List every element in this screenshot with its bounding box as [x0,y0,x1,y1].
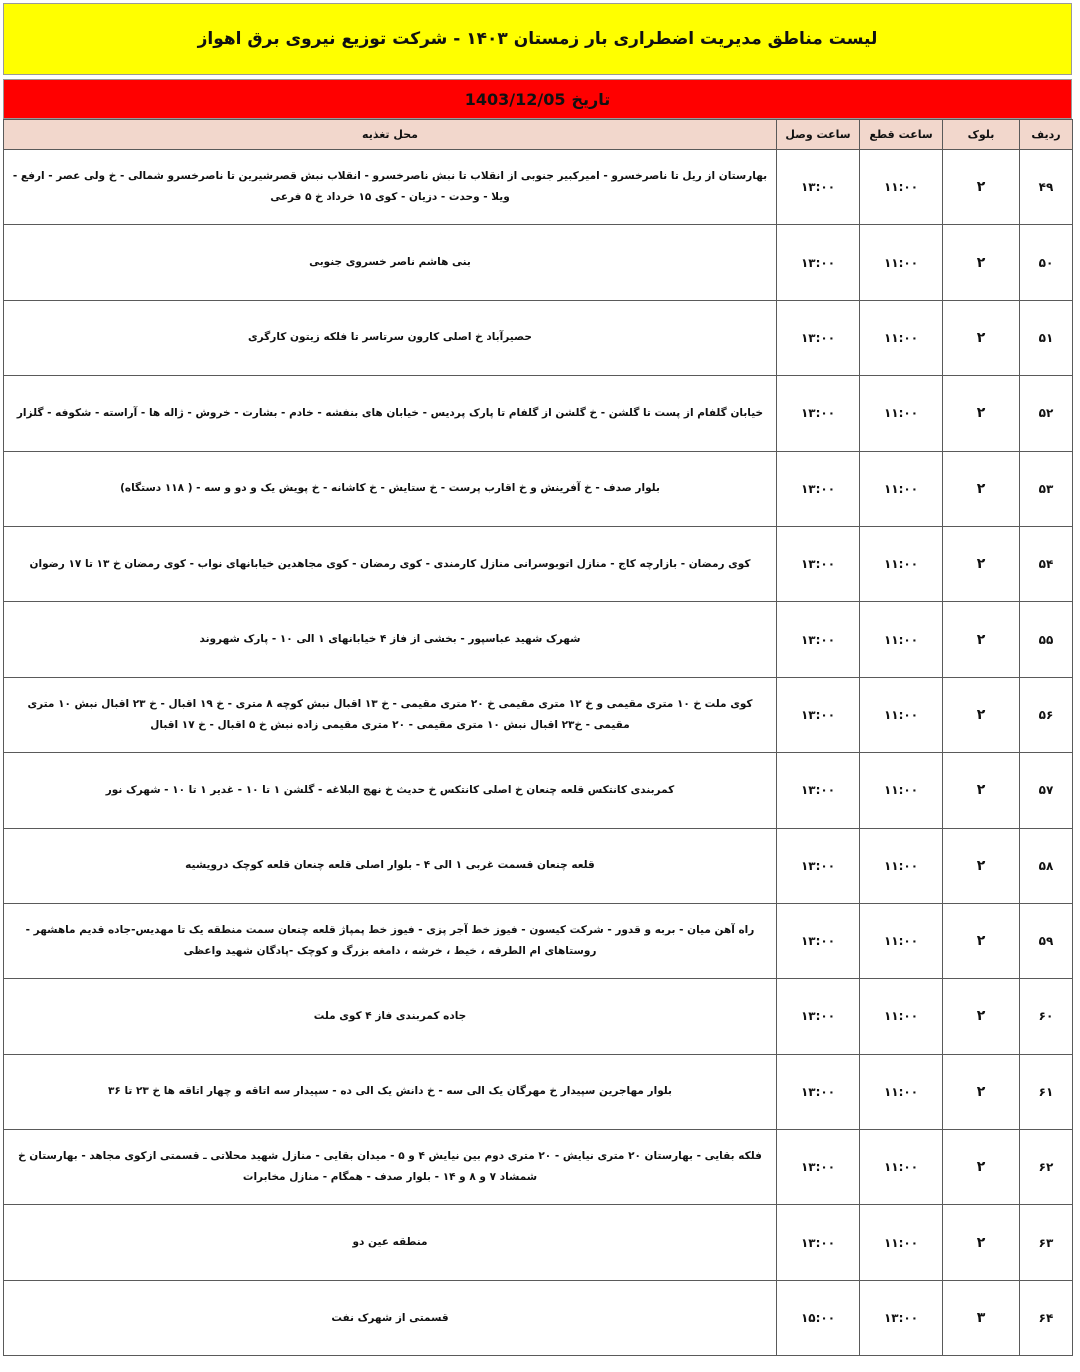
cell-place: بلوار مهاجرین سپیدار خ مهرگان یک الی سه - خ دانش یک الی ده - سپیدار سه اتاقه و چهار اتاقه ها خ ۲۳ تا ۳۶ [4,1054,777,1129]
cell-block: ۲ [943,602,1020,677]
cell-place: کمربندی کانتکس قلعه چنعان خ اصلی کانتکس خ حدیث خ نهج البلاغه - گلشن ۱ تا ۱۰ - غدیر ۱ تا ۱۰ - شهرک نور [4,753,777,828]
table-row [4,602,1073,677]
table-row [4,1130,1073,1205]
cell-connect-time: ۱۳:۰۰ [777,1054,860,1129]
cell-block: ۲ [943,225,1020,300]
cell-id: ۵۶ [1020,677,1073,752]
cell-connect-time: ۱۳:۰۰ [777,677,860,752]
cell-cut-time: ۱۱:۰۰ [860,979,943,1054]
cell-cut-time: ۱۱:۰۰ [860,150,943,225]
cell-connect-time: ۱۳:۰۰ [777,1130,860,1205]
cell-id: ۵۵ [1020,602,1073,677]
column-header-cut-time: ساعت قطع [860,120,943,150]
date-value: 1403/12/05 [464,89,566,109]
cell-block: ۲ [943,150,1020,225]
cell-id: ۵۸ [1020,828,1073,903]
cell-id: ۵۳ [1020,451,1073,526]
cell-id: ۵۰ [1020,225,1073,300]
table-row [4,150,1073,225]
cell-connect-time: ۱۳:۰۰ [777,828,860,903]
cell-cut-time: ۱۱:۰۰ [860,225,943,300]
cell-connect-time: ۱۳:۰۰ [777,150,860,225]
cell-block: ۲ [943,1205,1020,1280]
table-header-row [4,120,1073,150]
column-header-place: محل تغذیه [4,120,777,150]
cell-cut-time: ۱۱:۰۰ [860,451,943,526]
cell-cut-time: ۱۱:۰۰ [860,903,943,978]
page-title [3,3,1072,75]
cell-block: ۲ [943,677,1020,752]
cell-id: ۶۱ [1020,1054,1073,1129]
cell-cut-time: ۱۱:۰۰ [860,1054,943,1129]
cell-block: ۲ [943,1054,1020,1129]
date-label: تاریخ [571,89,611,109]
cell-block: ۲ [943,979,1020,1054]
cell-cut-time: ۱۱:۰۰ [860,753,943,828]
column-header-connect-time: ساعت وصل [777,120,860,150]
cell-cut-time: ۱۱:۰۰ [860,526,943,601]
cell-connect-time: ۱۳:۰۰ [777,526,860,601]
cell-place: بهارستان از ریل تا ناصرخسرو - امیرکبیر جنوبی از انقلاب تا نبش ناصرخسرو - انقلاب نبش قصرشیرین تا ناصرخسرو شمالی - خ ولی عصر - ارفع - ویلا - وحدت - دزیان - کوی ۱۵ خرداد خ ۵ فرعی [4,150,777,225]
cell-place: منطقه عین دو [4,1205,777,1280]
cell-place: قلعه چنعان قسمت غربی ۱ الی ۴ - بلوار اصلی قلعه چنعان قلعه کوچک درویشیه [4,828,777,903]
outage-table-container [3,119,1072,1356]
table-row [4,903,1073,978]
column-header-block: بلوک [943,120,1020,150]
cell-place: بنی هاشم ناصر خسروی جنوبی [4,225,777,300]
cell-place: حصیرآباد خ اصلی کارون سرتاسر تا فلکه زیتون کارگری [4,300,777,375]
cell-place: خیابان گلفام از پست تا گلشن - خ گلشن از گلفام تا پارک پردیس - خیابان های بنفشه - خادم - بشارت - خروش - ژاله ها - آراسته - شکوفه - گلزار [4,376,777,451]
cell-cut-time: ۱۱:۰۰ [860,677,943,752]
cell-id: ۶۲ [1020,1130,1073,1205]
table-row [4,225,1073,300]
date-banner [3,79,1072,119]
table-row [4,300,1073,375]
cell-connect-time: ۱۳:۰۰ [777,300,860,375]
cell-connect-time: ۱۳:۰۰ [777,903,860,978]
cell-id: ۵۲ [1020,376,1073,451]
cell-block: ۲ [943,1130,1020,1205]
table-row [4,1205,1073,1280]
outage-table [3,119,1073,1356]
cell-id: ۶۳ [1020,1205,1073,1280]
cell-block: ۲ [943,300,1020,375]
cell-cut-time: ۱۳:۰۰ [860,1280,943,1355]
cell-cut-time: ۱۱:۰۰ [860,828,943,903]
cell-place: قسمتی از شهرک نفت [4,1280,777,1355]
cell-connect-time: ۱۳:۰۰ [777,451,860,526]
cell-connect-time: ۱۳:۰۰ [777,979,860,1054]
cell-id: ۵۹ [1020,903,1073,978]
cell-cut-time: ۱۱:۰۰ [860,300,943,375]
cell-place: راه آهن میان - بربه و قدور - شرکت کیسون - فیوز خط آجر پزی - فیوز خط پمپاژ قلعه چنعان سمت منطقه یک تا مهدیس-جاده قدیم ماهشهر - روستاهای ام الطرفه ، خیط ، خرشه ، دامغه بزرگ و کوچک -پادگان شهید واعظی [4,903,777,978]
table-row [4,753,1073,828]
cell-place: کوی ملت خ ۱۰ متری مقیمی و خ ۱۲ متری مقیمی خ ۲۰ متری مقیمی - خ ۱۳ اقبال نبش کوچه ۸ متری - خ ۱۹ اقبال - خ ۲۳ اقبال نبش ۱۰ متری مقیمی - خ۲۳ اقبال نبش ۱۰ متری مقیمی - ۲۰ متری مقیمی زاده نبش خ ۵ اقبال - خ ۱۷ اقبال [4,677,777,752]
table-row [4,376,1073,451]
cell-place: شهرک شهید عباسپور - بخشی از فاز ۴ خیابانهای ۱ الی ۱۰ - پارک شهروند [4,602,777,677]
cell-id: ۵۴ [1020,526,1073,601]
cell-connect-time: ۱۳:۰۰ [777,376,860,451]
cell-block: ۲ [943,451,1020,526]
column-header-id: ردیف [1020,120,1073,150]
page-title-text: لیست مناطق مدیریت اضطراری بار زمستان ۱۴۰۳ - شرکت توزیع نیروی برق اهواز [197,29,878,49]
cell-id: ۴۹ [1020,150,1073,225]
cell-place: بلوار صدف - خ آفرینش و خ اقارب پرست - خ ستایش - خ کاشانه - خ پویش یک و دو و سه - ( ۱۱۸ دستگاه) [4,451,777,526]
cell-id: ۵۱ [1020,300,1073,375]
cell-connect-time: ۱۳:۰۰ [777,602,860,677]
table-row [4,451,1073,526]
cell-connect-time: ۱۳:۰۰ [777,1205,860,1280]
table-row [4,979,1073,1054]
cell-id: ۶۴ [1020,1280,1073,1355]
cell-place: کوی رمضان - بازارچه کاج - منازل اتوبوسرانی منازل کارمندی - کوی رمضان - کوی مجاهدین خیابانهای نواب - کوی رمضان خ ۱۳ تا ۱۷ رضوان [4,526,777,601]
cell-place: فلکه بقایی - بهارستان ۲۰ متری نیایش - ۲۰ متری دوم بین نیایش ۴ و ۵ - میدان بقایی - منازل شهید محلاتی ـ قسمتی ازکوی مجاهد - بهارستان خ شمشاد ۷ و ۸ و ۱۴ - بلوار صدف - همگام - منازل مخابرات [4,1130,777,1205]
table-row [4,677,1073,752]
cell-connect-time: ۱۳:۰۰ [777,753,860,828]
table-row [4,828,1073,903]
cell-block: ۳ [943,1280,1020,1355]
cell-connect-time: ۱۳:۰۰ [777,225,860,300]
cell-place: جاده کمربندی فاز ۴ کوی ملت [4,979,777,1054]
cell-cut-time: ۱۱:۰۰ [860,1130,943,1205]
cell-block: ۲ [943,526,1020,601]
table-row [4,526,1073,601]
cell-block: ۲ [943,828,1020,903]
cell-block: ۲ [943,753,1020,828]
cell-cut-time: ۱۱:۰۰ [860,376,943,451]
cell-connect-time: ۱۵:۰۰ [777,1280,860,1355]
cell-id: ۵۷ [1020,753,1073,828]
cell-id: ۶۰ [1020,979,1073,1054]
table-row [4,1280,1073,1355]
cell-block: ۲ [943,376,1020,451]
table-row [4,1054,1073,1129]
cell-block: ۲ [943,903,1020,978]
cell-cut-time: ۱۱:۰۰ [860,1205,943,1280]
cell-cut-time: ۱۱:۰۰ [860,602,943,677]
